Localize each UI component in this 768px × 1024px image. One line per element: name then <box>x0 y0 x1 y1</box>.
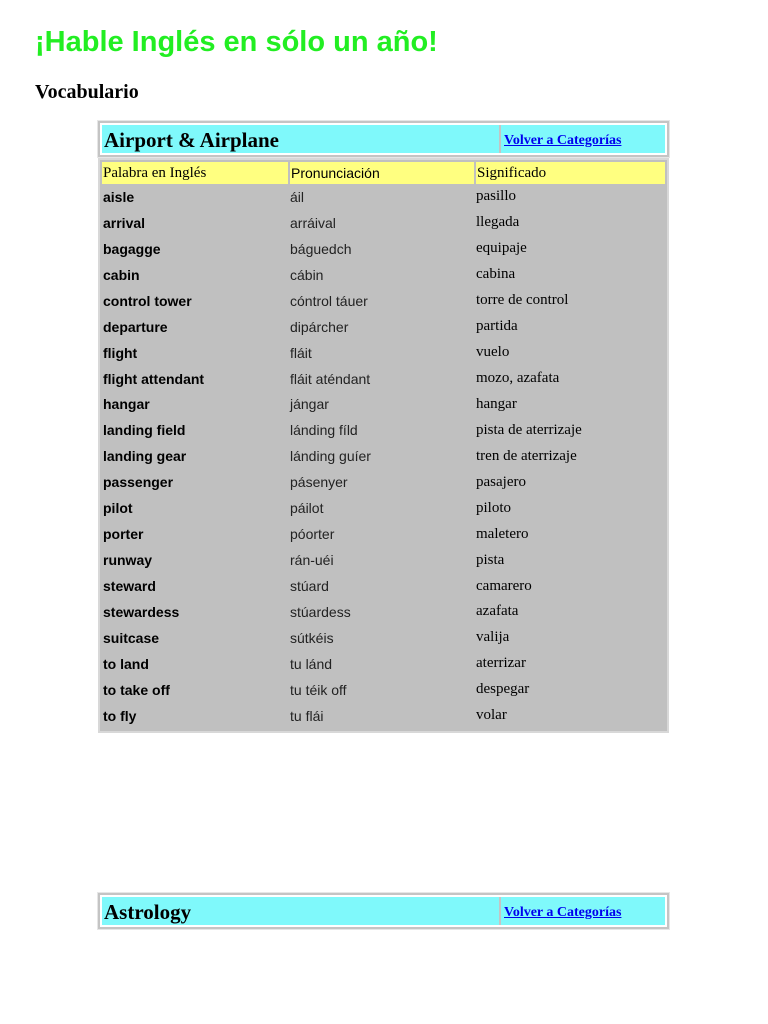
word-english: suitcase <box>103 629 160 646</box>
section-heading: Vocabulario <box>35 81 139 103</box>
word-pronunciation: rán-uéi <box>290 552 334 569</box>
word-meaning: vuelo <box>476 344 510 361</box>
word-meaning: maletero <box>476 525 529 542</box>
table-row <box>102 340 665 366</box>
word-english: to fly <box>103 707 137 724</box>
word-pronunciation: lánding guíer <box>290 448 371 465</box>
word-english: runway <box>103 552 153 569</box>
word-meaning: despegar <box>476 681 530 698</box>
table-row <box>102 184 665 210</box>
word-english: flight <box>103 344 138 361</box>
word-meaning: partida <box>476 318 518 335</box>
column-header-pronunciation: Pronunciación <box>289 162 475 184</box>
word-english: pilot <box>103 500 133 517</box>
column-header-english: Palabra en Inglés <box>102 162 289 184</box>
word-english: control tower <box>103 292 192 309</box>
word-pronunciation: fláit aténdant <box>290 370 371 387</box>
table-row <box>102 469 665 495</box>
vocabulary-table-wrapper <box>98 158 669 733</box>
word-pronunciation: cóntrol táuer <box>290 292 368 309</box>
word-pronunciation: sútkéis <box>290 629 334 646</box>
word-english: hangar <box>103 396 150 413</box>
table-row <box>102 366 665 392</box>
word-pronunciation: cábin <box>290 266 324 283</box>
table-row <box>102 573 665 599</box>
word-meaning: volar <box>476 707 507 724</box>
word-english: landing gear <box>103 448 187 465</box>
word-pronunciation: jángar <box>290 396 329 413</box>
word-meaning: cabina <box>476 266 516 283</box>
table-row <box>102 495 665 521</box>
word-pronunciation: áil <box>290 188 305 205</box>
table-row <box>102 288 665 314</box>
word-pronunciation: dipárcher <box>290 318 349 335</box>
table-row <box>102 521 665 547</box>
site-title: ¡Hable Inglés en sólo un año! <box>35 26 438 58</box>
word-pronunciation: tu flái <box>290 707 324 724</box>
category-header <box>98 121 669 157</box>
word-meaning: equipaje <box>476 240 527 257</box>
table-row <box>102 677 665 703</box>
table-row <box>102 599 665 625</box>
category-header <box>98 893 669 929</box>
word-meaning: pasajero <box>476 473 526 490</box>
word-english: porter <box>103 526 144 543</box>
table-row <box>102 392 665 418</box>
word-meaning: aterrizar <box>476 655 526 672</box>
category-astrology <box>98 893 669 929</box>
word-meaning: mozo, azafata <box>476 370 560 387</box>
word-english: arrival <box>103 214 146 231</box>
word-english: bagagge <box>103 240 161 257</box>
category-airport-airplane <box>98 121 669 733</box>
word-pronunciation: tu lánd <box>290 655 333 672</box>
word-pronunciation: báguedch <box>290 240 352 257</box>
table-row <box>102 625 665 651</box>
word-pronunciation: póorter <box>290 526 335 543</box>
word-pronunciation: stúard <box>290 578 329 595</box>
word-pronunciation: stúardess <box>290 603 351 620</box>
word-english: landing field <box>103 422 186 439</box>
category-title: Airport & Airplane <box>104 128 279 152</box>
word-meaning: piloto <box>476 499 512 516</box>
word-english: passenger <box>103 474 174 491</box>
vocabulary-table <box>102 162 665 729</box>
word-meaning: azafata <box>476 603 519 620</box>
word-english: cabin <box>103 266 140 283</box>
back-to-categories-link[interactable]: Volver a Categorías <box>504 905 622 920</box>
table-header-row <box>102 162 665 184</box>
word-meaning: pasillo <box>476 188 516 205</box>
word-meaning: valija <box>476 629 510 646</box>
word-pronunciation: tu téik off <box>290 681 347 698</box>
word-english: to land <box>103 655 149 672</box>
back-to-categories-link[interactable]: Volver a Categorías <box>504 133 622 148</box>
word-english: steward <box>103 578 156 595</box>
word-english: aisle <box>103 188 135 205</box>
table-row <box>102 417 665 443</box>
word-meaning: torre de control <box>476 292 569 309</box>
word-pronunciation: arráival <box>290 214 336 231</box>
category-title: Astrology <box>104 900 192 924</box>
word-meaning: llegada <box>476 214 520 231</box>
word-english: to take off <box>103 681 170 698</box>
table-row <box>102 262 665 288</box>
table-row <box>102 547 665 573</box>
table-row <box>102 210 665 236</box>
table-row <box>102 314 665 340</box>
table-row <box>102 651 665 677</box>
word-meaning: hangar <box>476 395 517 412</box>
table-row <box>102 443 665 469</box>
word-meaning: camarero <box>476 577 532 594</box>
word-meaning: pista de aterrizaje <box>476 421 582 438</box>
word-english: flight attendant <box>103 370 205 387</box>
word-pronunciation: pásenyer <box>290 474 348 491</box>
word-pronunciation: lánding fíld <box>290 422 358 439</box>
word-meaning: tren de aterrizaje <box>476 447 577 464</box>
word-meaning: pista <box>476 551 505 568</box>
word-pronunciation: fláit <box>290 344 312 361</box>
word-english: departure <box>103 318 168 335</box>
table-row <box>102 703 665 729</box>
table-row <box>102 236 665 262</box>
word-pronunciation: páilot <box>290 500 324 517</box>
word-english: stewardess <box>103 603 180 620</box>
column-header-meaning: Significado <box>475 162 665 184</box>
